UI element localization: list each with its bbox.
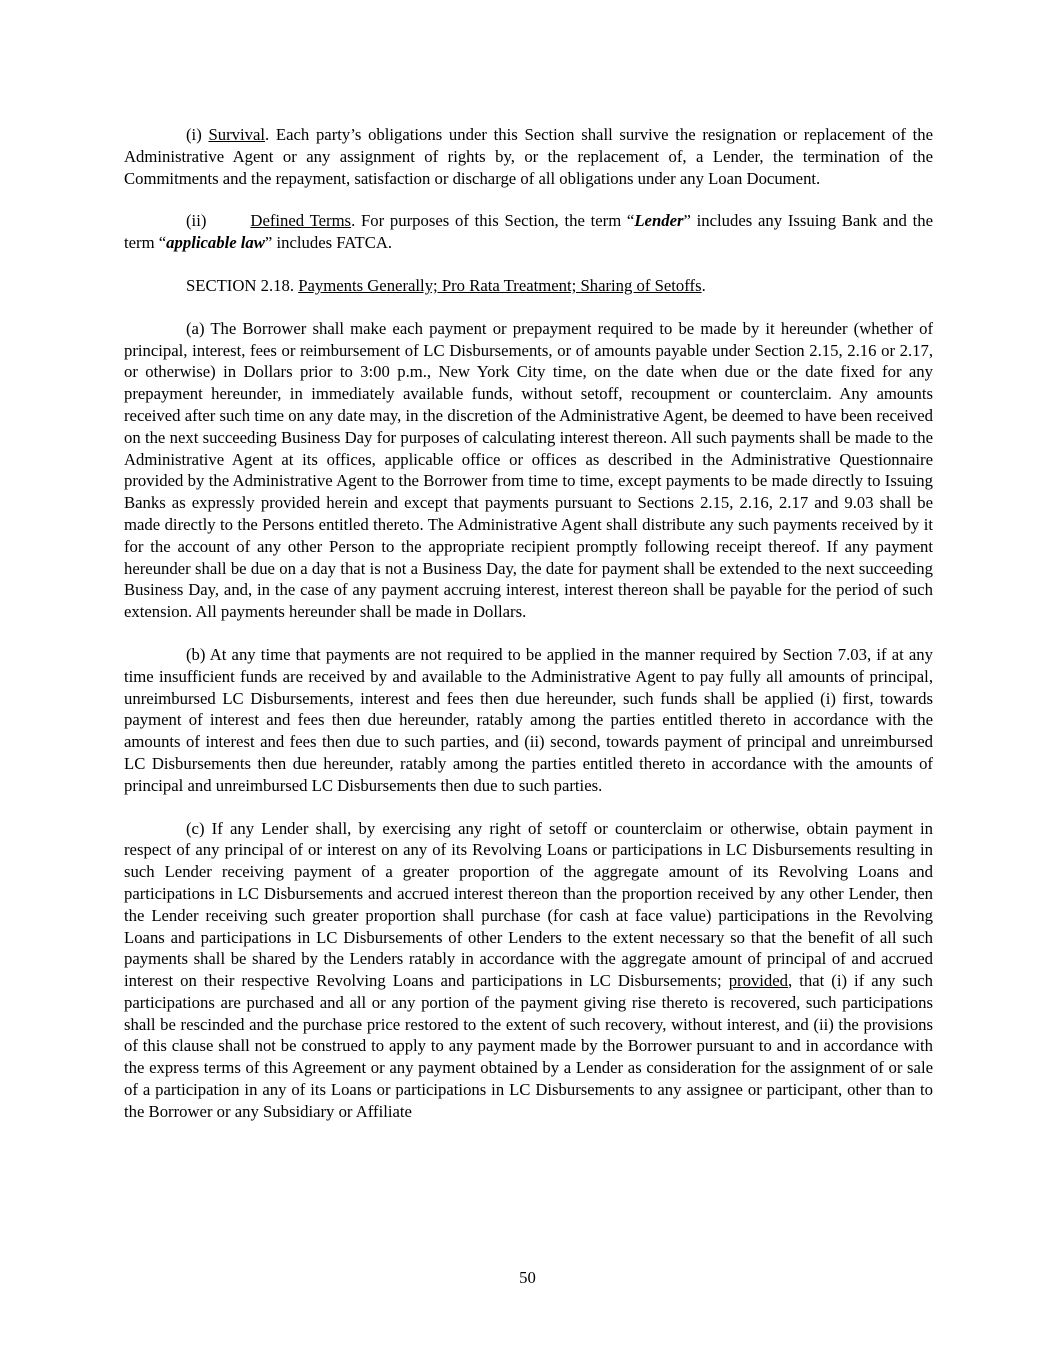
defined-terms-paragraph [124,210,933,254]
paragraph-c-text-1: (c) If any Lender shall, by exercising any right of setoff or counterclaim or otherwise, obtain payment in respect of any principal of or interest on any of its Revolving Loans or participations in LC Disbursements resulting in such Lender receiving payment of a greater proportion of the aggregate amount of its Revolving Loans and participations in LC Disbursements and accrued interest thereon than the proportion received by any other Lender, then the Lender receiving such greater proportion shall purchase (for cash at face value) participations in the Revolving Loans and participations in LC Disbursements of other Lenders to the extent necessary so that the benefit of all such payments shall be shared by the Lenders ratably in accordance with the aggregate amount of principal of and accrued interest on their respective Revolving Loans and participations in LC Disbursements; [124,818,933,991]
page-content [124,124,933,1144]
provided-term: provided [728,971,789,991]
page-number: 50 [519,1268,536,1287]
defined-term-applicable-law: applicable law [166,233,265,253]
survival-title: Survival [208,125,266,144]
paragraph-b: (b) At any time that payments are not required to be applied in the manner required by Section 7.03, if at any time insufficient funds are received by and available to the Administrative Agent to pay fully all amounts of principal, unreimbursed LC Disbursements, interest and fees then due hereunder, such funds shall be applied (i) first, towards payment of interest and fees then due hereunder, ratably among the parties entitled thereto in accordance with the amounts of interest and fees then due to such parties, and (ii) second, towards payment of principal and unreimbursed LC Disbursements then due hereunder, ratably among the parties entitled thereto in accordance with the amounts of principal and unreimbursed LC Disbursements then due to such parties. [124,644,933,795]
survival-text: . Each party’s obligations under this Section shall survive the resignation or replacement of the Administrative Agent or any assignment of rights by, or the replacement of, a Lender, the termination of the Commitments and the repayment, satisfaction or discharge of all obligations under any Loan Document. [124,125,933,188]
defined-terms-text-2: ” includes any Issuing Bank and the term “ [124,211,934,253]
paragraph-c [124,818,933,1123]
defined-terms-title: Defined Terms [250,211,352,231]
defined-term-lender: Lender [634,211,684,231]
defined-terms-text-3: ” includes FATCA. [264,233,393,253]
paragraph-a: (a) The Borrower shall make each payment or prepayment required to be made by it hereunder (whether of principal, interest, fees or reimbursement of LC Disbursements, or of amounts payable under Section 2.15, 2.16 or 2.17, or otherwise) in Dollars prior to 3:00 p.m., New York City time, on the date when due or the date fixed for any prepayment hereunder, in immediately available funds, without setoff, recoupment or counterclaim. Any amounts received after such time on any date may, in the discretion of the Administrative Agent, be deemed to have been received on the next succeeding Business Day for purposes of calculating interest thereon. All such payments shall be made to the Administrative Agent at its offices, applicable office or offices as described in the Administrative Questionnaire provided by the Administrative Agent to the Borrower from time to time, except payments to be made directly to Issuing Banks as expressly provided herein and except that payments pursuant to Sections 2.15, 2.16, 2.17 and 9.03 shall be made directly to the Persons entitled thereto. The Administrative Agent shall distribute any such payments received by it for the account of any other Person to the appropriate recipient promptly following receipt thereof. If any payment hereunder shall be due on a day that is not a Business Day, the date for payment shall be extended to the next succeeding Business Day, and, in the case of any payment accruing interest, interest thereon shall be payable for the period of such extension. All payments hereunder shall be made in Dollars. [124,318,933,622]
paragraph-c-text-2: , that (i) if any such participations are purchased and all or any portion of the payment giving rise thereto is recovered, such participations shall be rescinded and the purchase price restored to the extent of such recovery, without interest, and (ii) the provisions of this clause shall not be construed to apply to any payment made by the Borrower pursuant to and in accordance with the express terms of this Agreement or any payment obtained by a Lender as consideration for the assignment of or sale of a participation in any of its Loans or participations in LC Disbursements to any assignee or participant, other than to the Borrower or any Subsidiary or Affiliate [124,971,933,1121]
section-label: SECTION 2.18. [186,275,295,295]
survival-paragraph [124,124,933,189]
defined-terms-text-1: . For purposes of this Section, the term “ [351,211,635,231]
section-title: Payments Generally; Pro Rata Treatment; Sharing of Setoffs [298,275,702,295]
section-heading [124,275,933,297]
survival-number: (i) [186,125,202,144]
section-title-end: . [701,275,706,295]
defined-terms-number: (ii) [186,211,207,231]
